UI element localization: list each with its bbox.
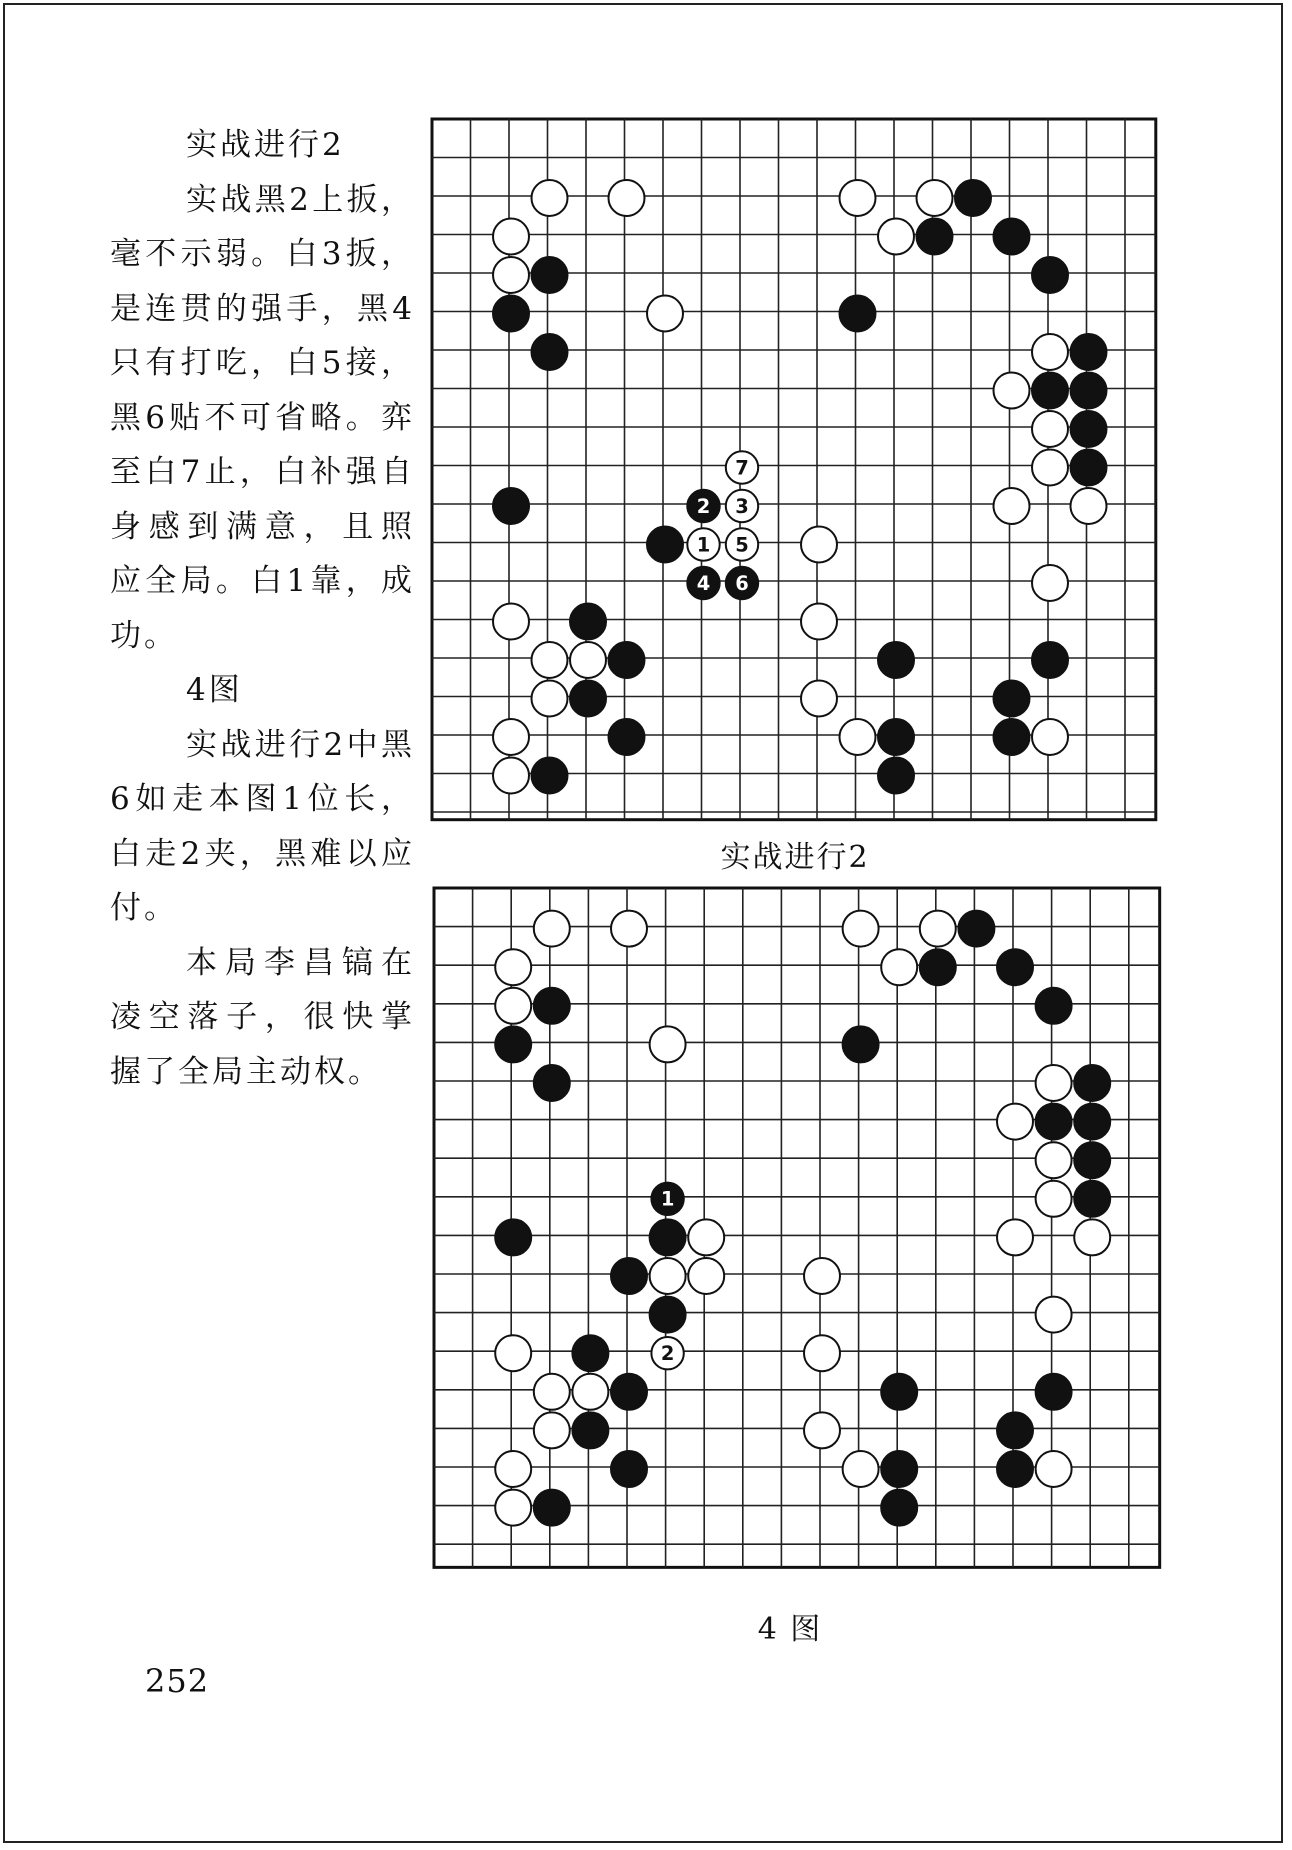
white-stone xyxy=(532,681,568,717)
black-stone xyxy=(534,1065,570,1101)
white-stone xyxy=(994,488,1030,524)
white-stone xyxy=(726,528,758,560)
black-stone xyxy=(994,719,1030,755)
white-stone xyxy=(1032,334,1068,370)
black-stone xyxy=(650,1219,686,1255)
black-stone xyxy=(647,527,683,563)
white-stone xyxy=(650,1258,686,1294)
move-number: 7 xyxy=(735,456,749,480)
white-stone xyxy=(881,949,917,985)
page-number: 252 xyxy=(145,1662,210,1700)
black-stone xyxy=(997,1451,1033,1487)
heading-1: 实战进行2 xyxy=(186,127,345,163)
black-stone xyxy=(493,488,529,524)
black-stone xyxy=(572,1335,608,1371)
black-stone xyxy=(532,334,568,370)
white-stone xyxy=(726,490,758,522)
diagram-1-caption: 实战进行2 xyxy=(720,840,870,875)
white-stone xyxy=(572,1374,608,1410)
black-stone xyxy=(1036,988,1072,1024)
white-stone xyxy=(1074,1219,1110,1255)
white-stone xyxy=(687,528,719,560)
move-number: 1 xyxy=(660,1187,675,1211)
black-stone xyxy=(1074,1142,1110,1178)
white-stone xyxy=(1032,450,1068,486)
white-stone xyxy=(726,451,758,483)
white-stone xyxy=(804,1258,840,1294)
black-stone xyxy=(881,1451,917,1487)
white-stone xyxy=(534,1412,570,1448)
black-stone xyxy=(1036,1374,1072,1410)
white-stone xyxy=(688,1219,724,1255)
black-stone xyxy=(726,567,758,599)
black-stone xyxy=(534,1490,570,1526)
black-stone xyxy=(994,681,1030,717)
go-diagram-2 xyxy=(432,886,1162,1592)
black-stone xyxy=(994,219,1030,255)
white-stone xyxy=(688,1258,724,1294)
black-stone xyxy=(609,642,645,678)
white-stone xyxy=(1036,1142,1072,1178)
white-stone xyxy=(920,911,956,947)
move-number: 3 xyxy=(735,494,749,518)
white-stone xyxy=(534,911,570,947)
move-number: 1 xyxy=(696,533,711,557)
black-stone xyxy=(570,681,606,717)
white-stone xyxy=(532,180,568,216)
black-stone xyxy=(1032,257,1068,293)
black-stone xyxy=(572,1412,608,1448)
black-stone xyxy=(1032,373,1068,409)
white-stone xyxy=(840,180,876,216)
black-stone xyxy=(532,758,568,794)
black-stone xyxy=(687,490,719,522)
black-stone xyxy=(878,642,914,678)
white-stone xyxy=(997,1219,1033,1255)
black-stone xyxy=(1032,642,1068,678)
black-stone xyxy=(1074,1104,1110,1140)
white-stone xyxy=(495,988,531,1024)
black-stone xyxy=(611,1374,647,1410)
white-stone xyxy=(1071,488,1107,524)
black-stone xyxy=(881,1490,917,1526)
white-stone xyxy=(534,1374,570,1410)
black-stone xyxy=(958,911,994,947)
white-stone xyxy=(493,257,529,293)
white-stone xyxy=(1032,411,1068,447)
white-stone xyxy=(532,642,568,678)
black-stone xyxy=(920,949,956,985)
paragraph-1: 实战黑2上扳，毫不示弱。白3扳，是连贯的强手，黑4只有打吃，白5接，黑6贴不可省略。弈至白7止，白补强自身感到满意，且照应全局。白1靠，成功。 xyxy=(110,181,415,654)
white-stone xyxy=(493,719,529,755)
black-stone xyxy=(843,1026,879,1062)
white-stone xyxy=(611,911,647,947)
diagram-2-caption: 4 图 xyxy=(757,1612,823,1647)
white-stone xyxy=(840,719,876,755)
black-stone xyxy=(1074,1065,1110,1101)
white-stone xyxy=(843,911,879,947)
black-stone xyxy=(1071,373,1107,409)
black-stone xyxy=(495,1026,531,1062)
commentary-text xyxy=(110,118,415,1099)
white-stone xyxy=(1036,1065,1072,1101)
white-stone xyxy=(804,1412,840,1448)
black-stone xyxy=(1074,1181,1110,1217)
white-stone xyxy=(495,1490,531,1526)
white-stone xyxy=(843,1451,879,1487)
white-stone xyxy=(1036,1451,1072,1487)
move-number: 2 xyxy=(696,494,711,518)
go-diagram-1 xyxy=(430,117,1160,822)
black-stone xyxy=(493,296,529,332)
black-stone xyxy=(878,719,914,755)
white-stone xyxy=(650,1026,686,1062)
white-stone xyxy=(570,642,606,678)
heading-2: 4图 xyxy=(186,672,243,708)
white-stone xyxy=(1032,565,1068,601)
white-stone xyxy=(495,1451,531,1487)
black-stone xyxy=(1071,411,1107,447)
black-stone xyxy=(997,949,1033,985)
white-stone xyxy=(493,604,529,640)
white-stone xyxy=(1036,1297,1072,1333)
black-stone xyxy=(611,1451,647,1487)
black-stone xyxy=(611,1258,647,1294)
black-stone xyxy=(1036,1104,1072,1140)
white-stone xyxy=(801,527,837,563)
black-stone xyxy=(1071,334,1107,370)
black-stone xyxy=(1071,450,1107,486)
paragraph-3: 本局李昌镐在凌空落子，很快掌握了全局主动权。 xyxy=(110,944,415,1090)
white-stone xyxy=(647,296,683,332)
black-stone xyxy=(570,604,606,640)
white-stone xyxy=(493,219,529,255)
white-stone xyxy=(878,219,914,255)
white-stone xyxy=(1036,1181,1072,1217)
white-stone xyxy=(651,1337,683,1369)
black-stone xyxy=(651,1183,683,1215)
move-number: 2 xyxy=(660,1342,675,1366)
black-stone xyxy=(687,567,719,599)
white-stone xyxy=(801,681,837,717)
black-stone xyxy=(955,180,991,216)
paragraph-2: 实战进行2中黑6如走本图1位长，白走2夹，黑难以应付。 xyxy=(110,726,415,926)
move-number: 5 xyxy=(735,533,749,557)
black-stone xyxy=(534,988,570,1024)
white-stone xyxy=(994,373,1030,409)
white-stone xyxy=(493,758,529,794)
white-stone xyxy=(917,180,953,216)
black-stone xyxy=(650,1297,686,1333)
black-stone xyxy=(917,219,953,255)
white-stone xyxy=(997,1104,1033,1140)
white-stone xyxy=(801,604,837,640)
black-stone xyxy=(532,257,568,293)
white-stone xyxy=(495,1335,531,1371)
black-stone xyxy=(609,719,645,755)
black-stone xyxy=(878,758,914,794)
black-stone xyxy=(840,296,876,332)
black-stone xyxy=(495,1219,531,1255)
white-stone xyxy=(1032,719,1068,755)
black-stone xyxy=(997,1412,1033,1448)
white-stone xyxy=(804,1335,840,1371)
white-stone xyxy=(495,949,531,985)
white-stone xyxy=(609,180,645,216)
move-number: 6 xyxy=(735,571,749,595)
move-number: 4 xyxy=(696,571,711,595)
black-stone xyxy=(881,1374,917,1410)
